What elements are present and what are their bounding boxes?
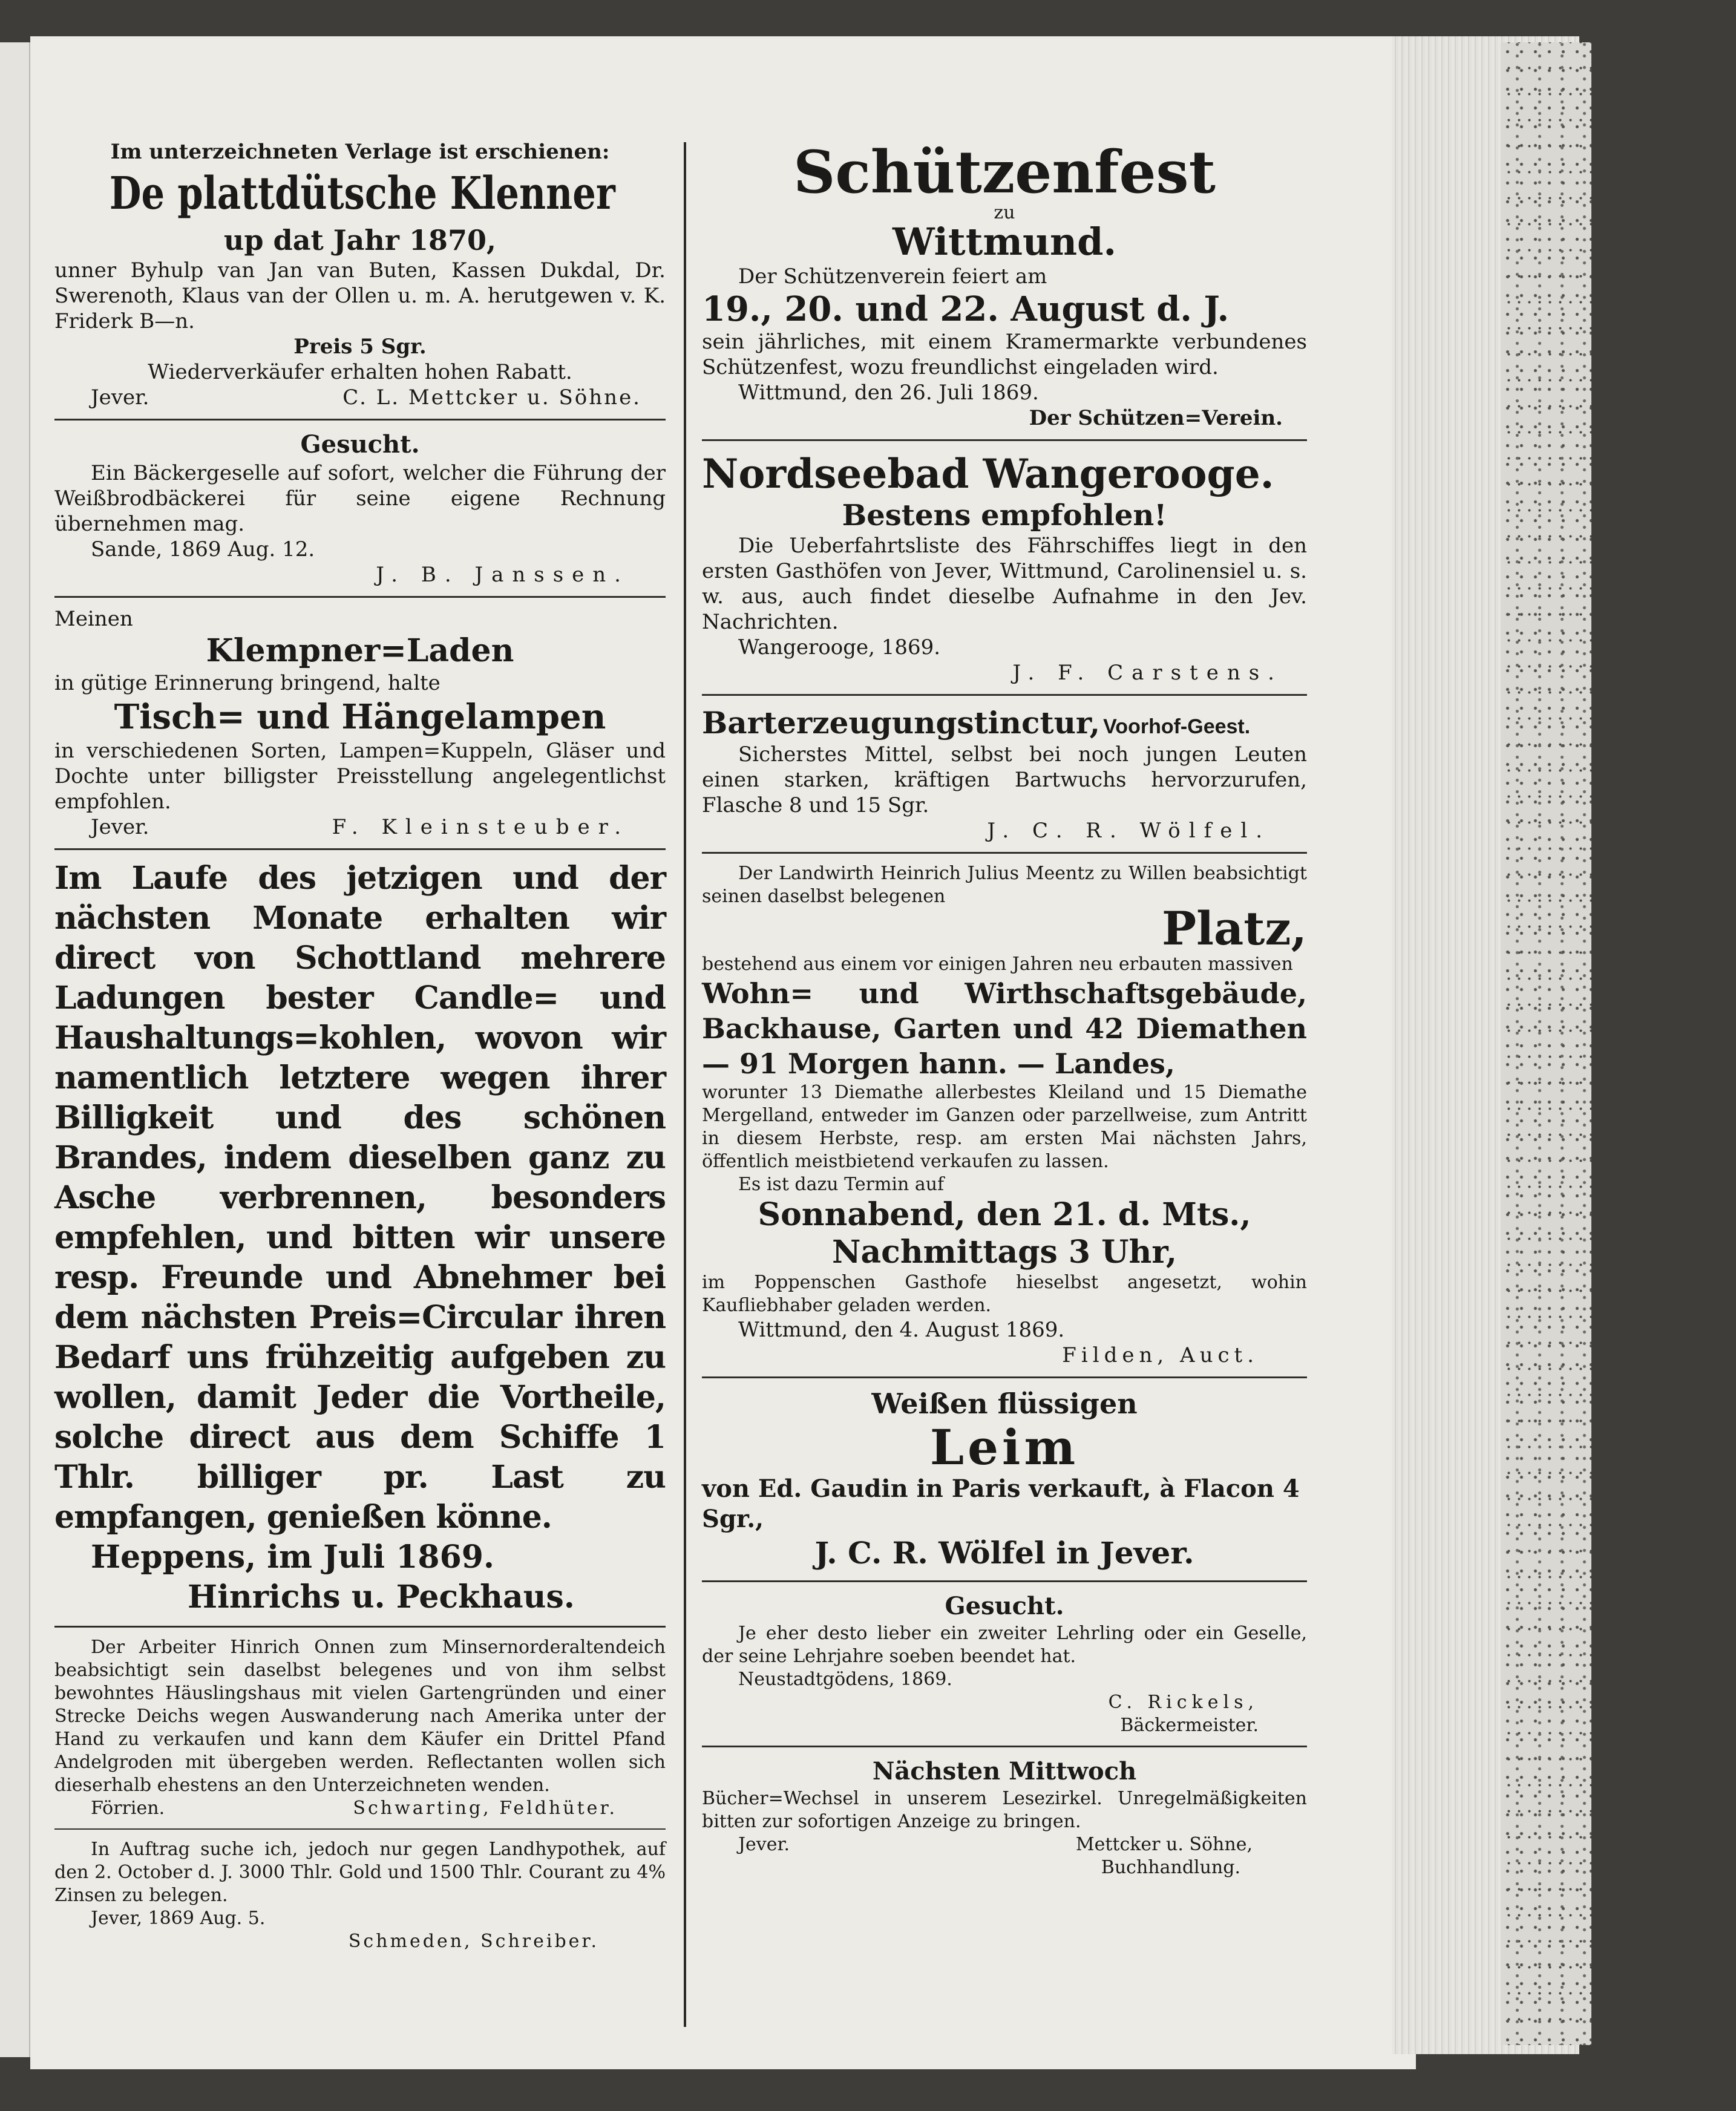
gesucht-date: Sande, 1869 Aug. 12.	[91, 537, 315, 561]
lehrling-header: Gesucht.	[945, 1592, 1064, 1620]
klempner-signature: F. Kleinsteuber.	[332, 815, 629, 839]
ad-klempner	[54, 606, 666, 840]
auftrag-date: Jever, 1869 Aug. 5.	[91, 1908, 266, 1929]
bart-body: Sicherstes Mittel, selbst bei noch jungen Leuten einen starken, kräftigen Bartwuchs hervorzurufen, Flasche 8 und 15 Sgr.	[702, 742, 1307, 817]
divider	[54, 419, 666, 421]
platz-line1: Der Landwirth Heinrich Julius Meentz zu Willen beabsichtigt seinen daselbst belegenen	[702, 863, 1307, 907]
mittwoch-signature: Mettcker u. Söhne,	[1075, 1834, 1253, 1855]
ad-klenner	[54, 139, 666, 410]
divider	[702, 1376, 1307, 1378]
divider	[54, 1626, 666, 1628]
klempner-line: in gütige Erinnerung bringend, halte	[54, 671, 441, 695]
ad-leim	[702, 1387, 1307, 1572]
lehrling-date: Neustadtgödens, 1869.	[738, 1669, 952, 1690]
platz-termin: Es ist dazu Termin auf	[738, 1174, 945, 1195]
platz-body3: im Poppenschen Gasthofe hieselbst angesetzt, wohin Kaufliebhaber geladen werden.	[702, 1272, 1307, 1316]
schuetzen-title: Schützenfest	[793, 138, 1216, 206]
lehrling-signature-title: Bäckermeister.	[1120, 1715, 1259, 1736]
klenner-publisher: C. L. Mettcker u. Söhne.	[342, 385, 641, 410]
mittwoch-place: Jever.	[738, 1834, 790, 1855]
leim-signature: J. C. R. Wölfel in Jever.	[814, 1535, 1194, 1571]
schuetzen-signature: Der Schützen=Verein.	[1029, 406, 1283, 430]
klenner-desc: unner Byhulp van Jan van Buten, Kassen Dukdal, Dr. Swerenoth, Klaus van der Ollen u. m. A. herutgewen v. K. Friderk B—n.	[54, 258, 666, 333]
right-column	[702, 115, 1307, 1879]
divider	[702, 1580, 1307, 1582]
divider	[54, 1828, 666, 1830]
onnen-place: Förrien.	[91, 1798, 165, 1819]
klenner-title: De plattdütsche Klenner	[109, 168, 615, 220]
onnen-signature: Schwarting, Feldhüter.	[353, 1798, 617, 1819]
divider	[702, 694, 1307, 696]
mittwoch-body: Bücher=Wechsel in unserem Lesezirkel. Unregelmäßigkeiten bitten zur sofortigen Anzeige zu bringen.	[702, 1788, 1307, 1832]
schuetzen-zu: zu	[994, 202, 1015, 223]
klenner-rebate: Wiederverkäufer erhalten hohen Rabatt.	[148, 360, 572, 384]
ad-kohlen	[54, 859, 666, 1617]
gesucht-body: Ein Bäckergeselle auf sofort, welcher die Führung der Weißbrodbäckerei für seine eigene Rechnung übernehmen mag.	[54, 461, 666, 536]
platz-body1: bestehend aus einem vor einigen Jahren neu erbauten massiven	[702, 954, 1293, 975]
kohlen-date: Heppens, im Juli 1869.	[91, 1539, 495, 1576]
ad-onnen	[54, 1636, 666, 1820]
speckled-edge	[1501, 42, 1591, 2045]
onnen-body: Der Arbeiter Hinrich Onnen zum Minsernorderaltendeich beabsichtigt sein daselbst belegenes und von ihm selbst bewohntes Häuslingshaus mit vielen Gartengründen und einer Strecke Deichs wegen Auswanderung nach Amerika unter der Hand zu verkaufen und kann dem Käufer ein Drittel Pfand Andelgroden mit übergeben werden. Reflectanten wollen sich dieserhalb ehestens an den Unterzeichneten wenden.	[54, 1637, 666, 1796]
ad-mittwoch	[702, 1756, 1307, 1879]
wangerooge-sub: Bestens empfohlen!	[842, 499, 1167, 532]
ad-bartwuchs	[702, 704, 1307, 843]
leim-title: Leim	[929, 1419, 1079, 1476]
klenner-price: Preis 5 Sgr.	[293, 335, 427, 359]
lehrling-signature: C. Rickels,	[1108, 1692, 1259, 1713]
divider	[54, 848, 666, 850]
wangerooge-signature: J. F. Carstens.	[1012, 661, 1283, 685]
wangerooge-body: Die Ueberfahrtsliste des Fährschiffes liegt in den ersten Gasthöfen von Jever, Wittmund, Carolinensiel u. s. w. aus, auch findet dieselbe Aufnahme in den Jev. Nachrichten.	[702, 534, 1307, 634]
schuetzen-body: sein jährliches, mit einem Kramermarkte verbundenes Schützenfest, wozu freundlichst eingeladen wird.	[702, 330, 1307, 379]
klempner-title: Klempner=Laden	[206, 632, 514, 669]
previous-page-edge	[0, 42, 33, 2057]
klenner-place: Jever.	[91, 385, 149, 410]
klempner-title2: Tisch= und Hängelampen	[114, 697, 606, 737]
auftrag-body: In Auftrag suche ich, jedoch nur gegen Landhypothek, auf den 2. October d. J. 3000 Thlr. Gold und 1500 Thlr. Courant zu 4% Zinsen zu belegen.	[54, 1839, 666, 1906]
platz-date: Wittmund, den 4. August 1869.	[738, 1318, 1065, 1342]
klempner-place: Jever.	[91, 815, 149, 839]
wangerooge-title: Nordseebad Wangerooge.	[702, 450, 1274, 497]
platz-day: Sonnabend, den 21. d. Mts.,	[758, 1196, 1251, 1233]
ad-lehrling	[702, 1591, 1307, 1737]
ad-schuetzenfest	[702, 139, 1307, 431]
klenner-year: up dat Jahr 1870,	[223, 224, 497, 257]
divider	[702, 1746, 1307, 1747]
bart-title: Barterzeugungstinctur,	[702, 705, 1101, 741]
ad-auftrag	[54, 1838, 666, 1953]
mittwoch-title: Nächsten Mittwoch	[872, 1757, 1137, 1785]
ad-platz	[702, 862, 1307, 1368]
schuetzen-line1: Der Schützenverein feiert am	[738, 264, 1047, 289]
klempner-intro: Meinen	[54, 607, 133, 631]
platz-bold1: Wohn= und Wirthschaftsgebäude, Backhause, Garten und 42 Diemathen — 91 Morgen hann. — Landes,	[702, 977, 1307, 1080]
klempner-body: in verschiedenen Sorten, Lampen=Kuppeln, Gläser und Dochte unter billigster Preisstellung angelegentlichst empfohlen.	[54, 739, 666, 814]
ad-gesucht-baecker	[54, 429, 666, 587]
divider	[54, 596, 666, 598]
schuetzen-dates: 19., 20. und 22. August d. J.	[702, 289, 1230, 329]
klenner-intro: Im unterzeichneten Verlage ist erschienen:	[110, 140, 610, 164]
gesucht-signature: J. B. Janssen.	[376, 563, 629, 587]
schuetzen-place: Wittmund.	[892, 220, 1117, 264]
schuetzen-date: Wittmund, den 26. Juli 1869.	[738, 381, 1039, 405]
column-divider	[684, 142, 686, 2027]
platz-time: Nachmittags 3 Uhr,	[831, 1234, 1178, 1271]
auftrag-signature: Schmeden, Schreiber.	[348, 1931, 599, 1952]
ad-wangerooge	[702, 450, 1307, 686]
leim-sub: Weißen flüssigen	[871, 1387, 1138, 1420]
kohlen-body: Im Laufe des jetzigen und der nächsten Monate erhalten wir direct von Schottland mehrere Ladungen bester Candle= und Haushaltungs=kohlen, wovon wir namentlich letztere wegen ihrer Billigkeit und des schönen Brandes, indem dieselben ganz zu Asche verbrennen, besonders empfehlen, und bitten wir unsere resp. Freunde und Abnehmer bei dem nächsten Preis=Circular ihren Bedarf uns frühzeitig aufgeben zu wollen, damit Jeder die Vortheile, solche direct aus dem Schiffe 1 Thlr. billiger pr. Last zu empfangen, genießen könne.	[54, 860, 666, 1536]
wangerooge-date: Wangerooge, 1869.	[738, 635, 941, 659]
leim-body: von Ed. Gaudin in Paris verkauft, à Flacon 4 Sgr.,	[702, 1474, 1300, 1533]
left-column	[54, 115, 666, 1953]
bart-title-suffix: Voorhof-Geest.	[1103, 715, 1251, 738]
platz-title: Platz,	[1162, 902, 1307, 955]
bart-signature: J. C. R. Wölfel.	[987, 819, 1271, 843]
mittwoch-signature-title: Buchhandlung.	[1101, 1857, 1240, 1878]
kohlen-signature: Hinrichs u. Peckhaus.	[188, 1579, 575, 1615]
divider	[702, 439, 1307, 441]
platz-body2: worunter 13 Diemathe allerbestes Kleiland und 15 Diemathe Mergelland, entweder im Ganzen oder parzellweise, zum Antritt in diesem Herbste, resp. am ersten Mai nächsten Jahrs, öffentlich meistbietend verkaufen zu lassen.	[702, 1082, 1307, 1172]
divider	[702, 852, 1307, 854]
lehrling-body: Je eher desto lieber ein zweiter Lehrling oder ein Geselle, der seine Lehrjahre soeben beendet hat.	[702, 1623, 1307, 1667]
platz-signature: Filden, Auct.	[1062, 1343, 1259, 1367]
gesucht-header: Gesucht.	[300, 430, 420, 459]
